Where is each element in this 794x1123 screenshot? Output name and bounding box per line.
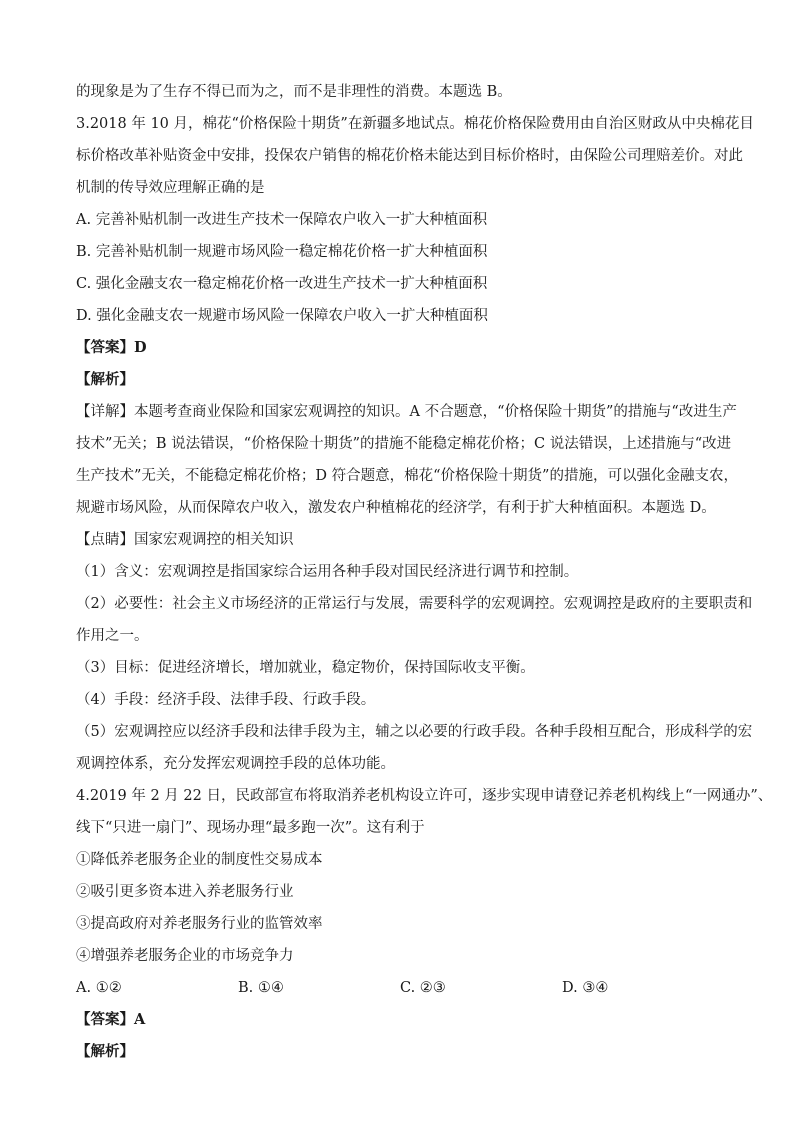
- question-4-analysis-heading: 【解析】: [76, 1043, 134, 1060]
- key-point-5-line-2: 观调控体系，充分发挥宏观调控手段的总体功能。: [76, 756, 395, 772]
- key-point-2-line-2: 作用之一。: [76, 628, 149, 644]
- question-4-item-2: ②吸引更多资本进入养老服务行业: [76, 884, 294, 900]
- question-3-option-a: A. 完善补贴机制一改进生产技术一保障农户收入一扩大种植面积: [76, 212, 488, 228]
- key-point-4: （4）手段：经济手段、法律手段、行政手段。: [76, 692, 376, 708]
- question-4-item-1: ①降低养老服务企业的制度性交易成本: [76, 852, 323, 868]
- question-3-detail-line-1: 【详解】本题考查商业保险和国家宏观调控的知识。A 不合题意，“价格保险十期货”的措施与“改进生产: [76, 404, 737, 420]
- question-3-option-b: B. 完善补贴机制一规避市场风险一稳定棉花价格一扩大种植面积: [76, 244, 488, 260]
- question-3-detail-line-4: 规避市场风险，从而保障农户收入，激发农户种植棉花的经济学，有利于扩大种植面积。本题选 D。: [76, 500, 716, 516]
- question-3-analysis-heading: 【解析】: [76, 371, 134, 388]
- key-point-1: （1）含义：宏观调控是指国家综合运用各种手段对国民经济进行调节和控制。: [76, 564, 579, 580]
- key-points-heading: 【点睛】国家宏观调控的相关知识: [76, 532, 294, 548]
- question-3-detail-line-3: 生产技术”无关，不能稳定棉花价格；D 符合题意，棉花“价格保险十期货”的措施，可以强化金融支农，: [76, 468, 738, 484]
- key-point-5-line-1: （5）宏观调控应以经济手段和法律手段为主，辅之以必要的行政手段。各种手段相互配合，形成科学的宏: [76, 724, 753, 740]
- question-4-answer: 【答案】A: [76, 1011, 146, 1028]
- question-4-option-b: B. ①④: [238, 980, 284, 996]
- question-3-stem-line-1: 3.2018 年 10 月，棉花“价格保险十期货”在新疆多地试点。棉花价格保险费用由自治区财政从中央棉花目: [76, 116, 754, 132]
- key-point-2-line-1: （2）必要性：社会主义市场经济的正常运行与发展，需要科学的宏观调控。宏观调控是政府的主要职责和: [76, 596, 753, 612]
- question-4-option-d: D. ③④: [562, 980, 609, 996]
- question-3-detail-line-2: 技术”无关；B 说法错误，“价格保险十期货”的措施不能稳定棉花价格；C 说法错误，上述措施与“改进: [76, 436, 732, 452]
- text-line-1: 的现象是为了生存不得已而为之，而不是非理性的消费。本题选 B。: [76, 84, 512, 100]
- key-point-3: （3）目标：促进经济增长，增加就业，稳定物价，保持国际收支平衡。: [76, 660, 535, 676]
- question-3-option-c: C. 强化金融支农一稳定棉花价格一改进生产技术一扩大种植面积: [76, 276, 488, 292]
- question-4-stem-line-2: 线下“只进一扇门”、现场办理“最多跑一次”。这有利于: [76, 820, 425, 836]
- question-4-stem-line-1: 4.2019 年 2 月 22 日，民政部宣布将取消养老机构设立许可，逐步实现申请登记养老机构线上“一网通办”、: [76, 788, 773, 804]
- question-4-item-4: ④增强养老服务企业的市场竞争力: [76, 948, 294, 964]
- question-3-answer: 【答案】D: [76, 339, 147, 356]
- question-3-option-d: D. 强化金融支农一规避市场风险一保障农户收入一扩大种植面积: [76, 308, 488, 324]
- question-4-option-a: A. ①②: [76, 980, 122, 996]
- question-4-item-3: ③提高政府对养老服务行业的监管效率: [76, 916, 323, 932]
- question-3-stem-line-3: 机制的传导效应理解正确的是: [76, 180, 265, 196]
- question-3-stem-line-2: 标价格改革补贴资金中安排，投保农户销售的棉花价格未能达到目标价格时，由保险公司理赔差价。对此: [76, 148, 743, 164]
- question-4-option-c: C. ②③: [400, 980, 446, 996]
